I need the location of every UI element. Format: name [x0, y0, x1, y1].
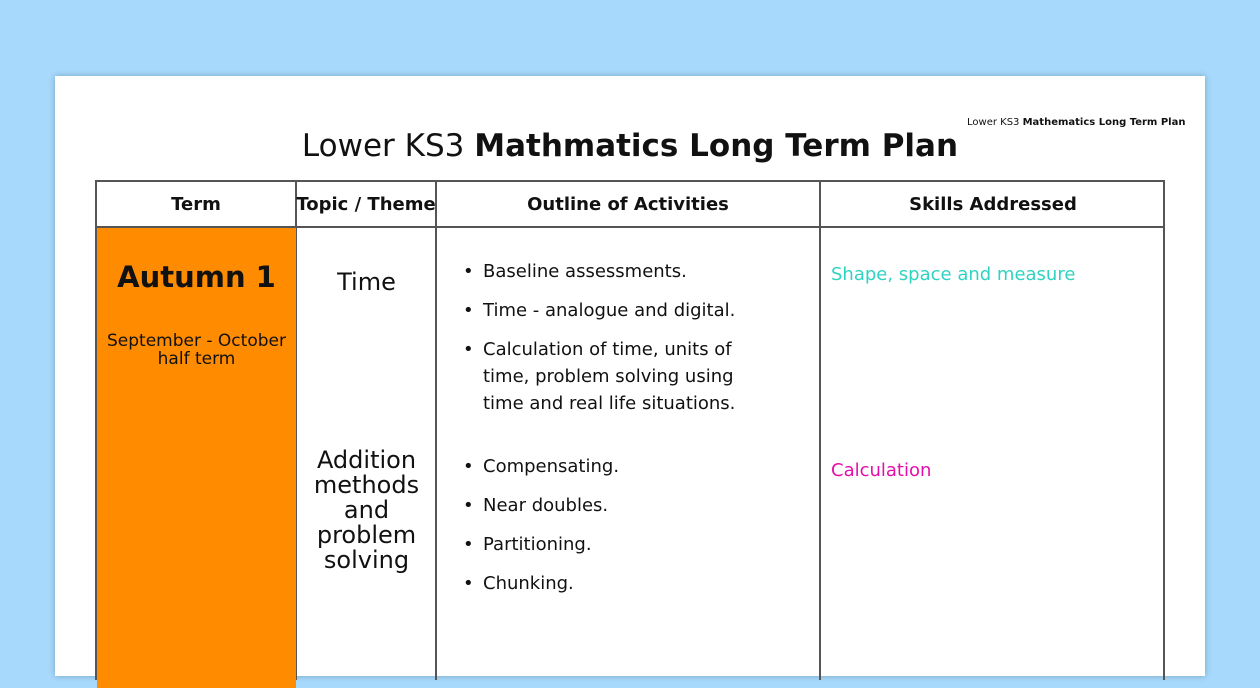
list-item: • Calculation of time, units of time, problem solving using time and real life situations.	[449, 336, 779, 417]
topic-line: Time	[337, 268, 396, 296]
running-header	[967, 117, 1185, 128]
topic-time	[297, 268, 436, 296]
topic-line: and	[343, 496, 390, 524]
list-item: • Baseline assessments.	[449, 258, 779, 285]
list-item: • Compensating.	[449, 453, 779, 480]
skill-shape-space-measure: Shape, space and measure	[831, 264, 1076, 285]
term-dates-line: half term	[157, 349, 236, 369]
skill-calculation: Calculation	[831, 460, 932, 481]
running-header-bold: Mathematics Long Term Plan	[1022, 117, 1186, 128]
header-activities: Outline of Activities	[527, 193, 729, 215]
topic-line: solving	[323, 546, 410, 574]
list-item: • Chunking.	[449, 570, 779, 597]
topic-addition	[297, 448, 436, 573]
document-sheet	[55, 76, 1205, 676]
page-title	[55, 128, 1205, 164]
term-dates-line: September - October	[107, 331, 286, 351]
header-skills: Skills Addressed	[909, 193, 1077, 215]
activities-list	[449, 258, 779, 429]
list-item: • Near doubles.	[449, 492, 779, 519]
column-divider	[435, 182, 437, 680]
activities-list	[449, 453, 779, 609]
topic-line: problem	[316, 521, 417, 549]
list-item: • Partitioning.	[449, 531, 779, 558]
topic-line: Addition	[316, 446, 417, 474]
page-title-bold: Mathmatics Long Term Plan	[474, 128, 959, 164]
plan-table	[95, 180, 1165, 680]
header-topic: Topic / Theme	[296, 193, 436, 215]
term-name: Autumn 1	[117, 260, 276, 294]
list-item: • Time - analogue and digital.	[449, 297, 779, 324]
header-term: Term	[171, 193, 221, 215]
term-dates	[97, 332, 296, 368]
page-title-plain: Lower KS3	[301, 128, 465, 164]
running-header-plain: Lower KS3	[967, 117, 1020, 128]
topic-line: methods	[313, 471, 420, 499]
term-cell	[97, 228, 296, 688]
column-divider	[819, 182, 821, 680]
